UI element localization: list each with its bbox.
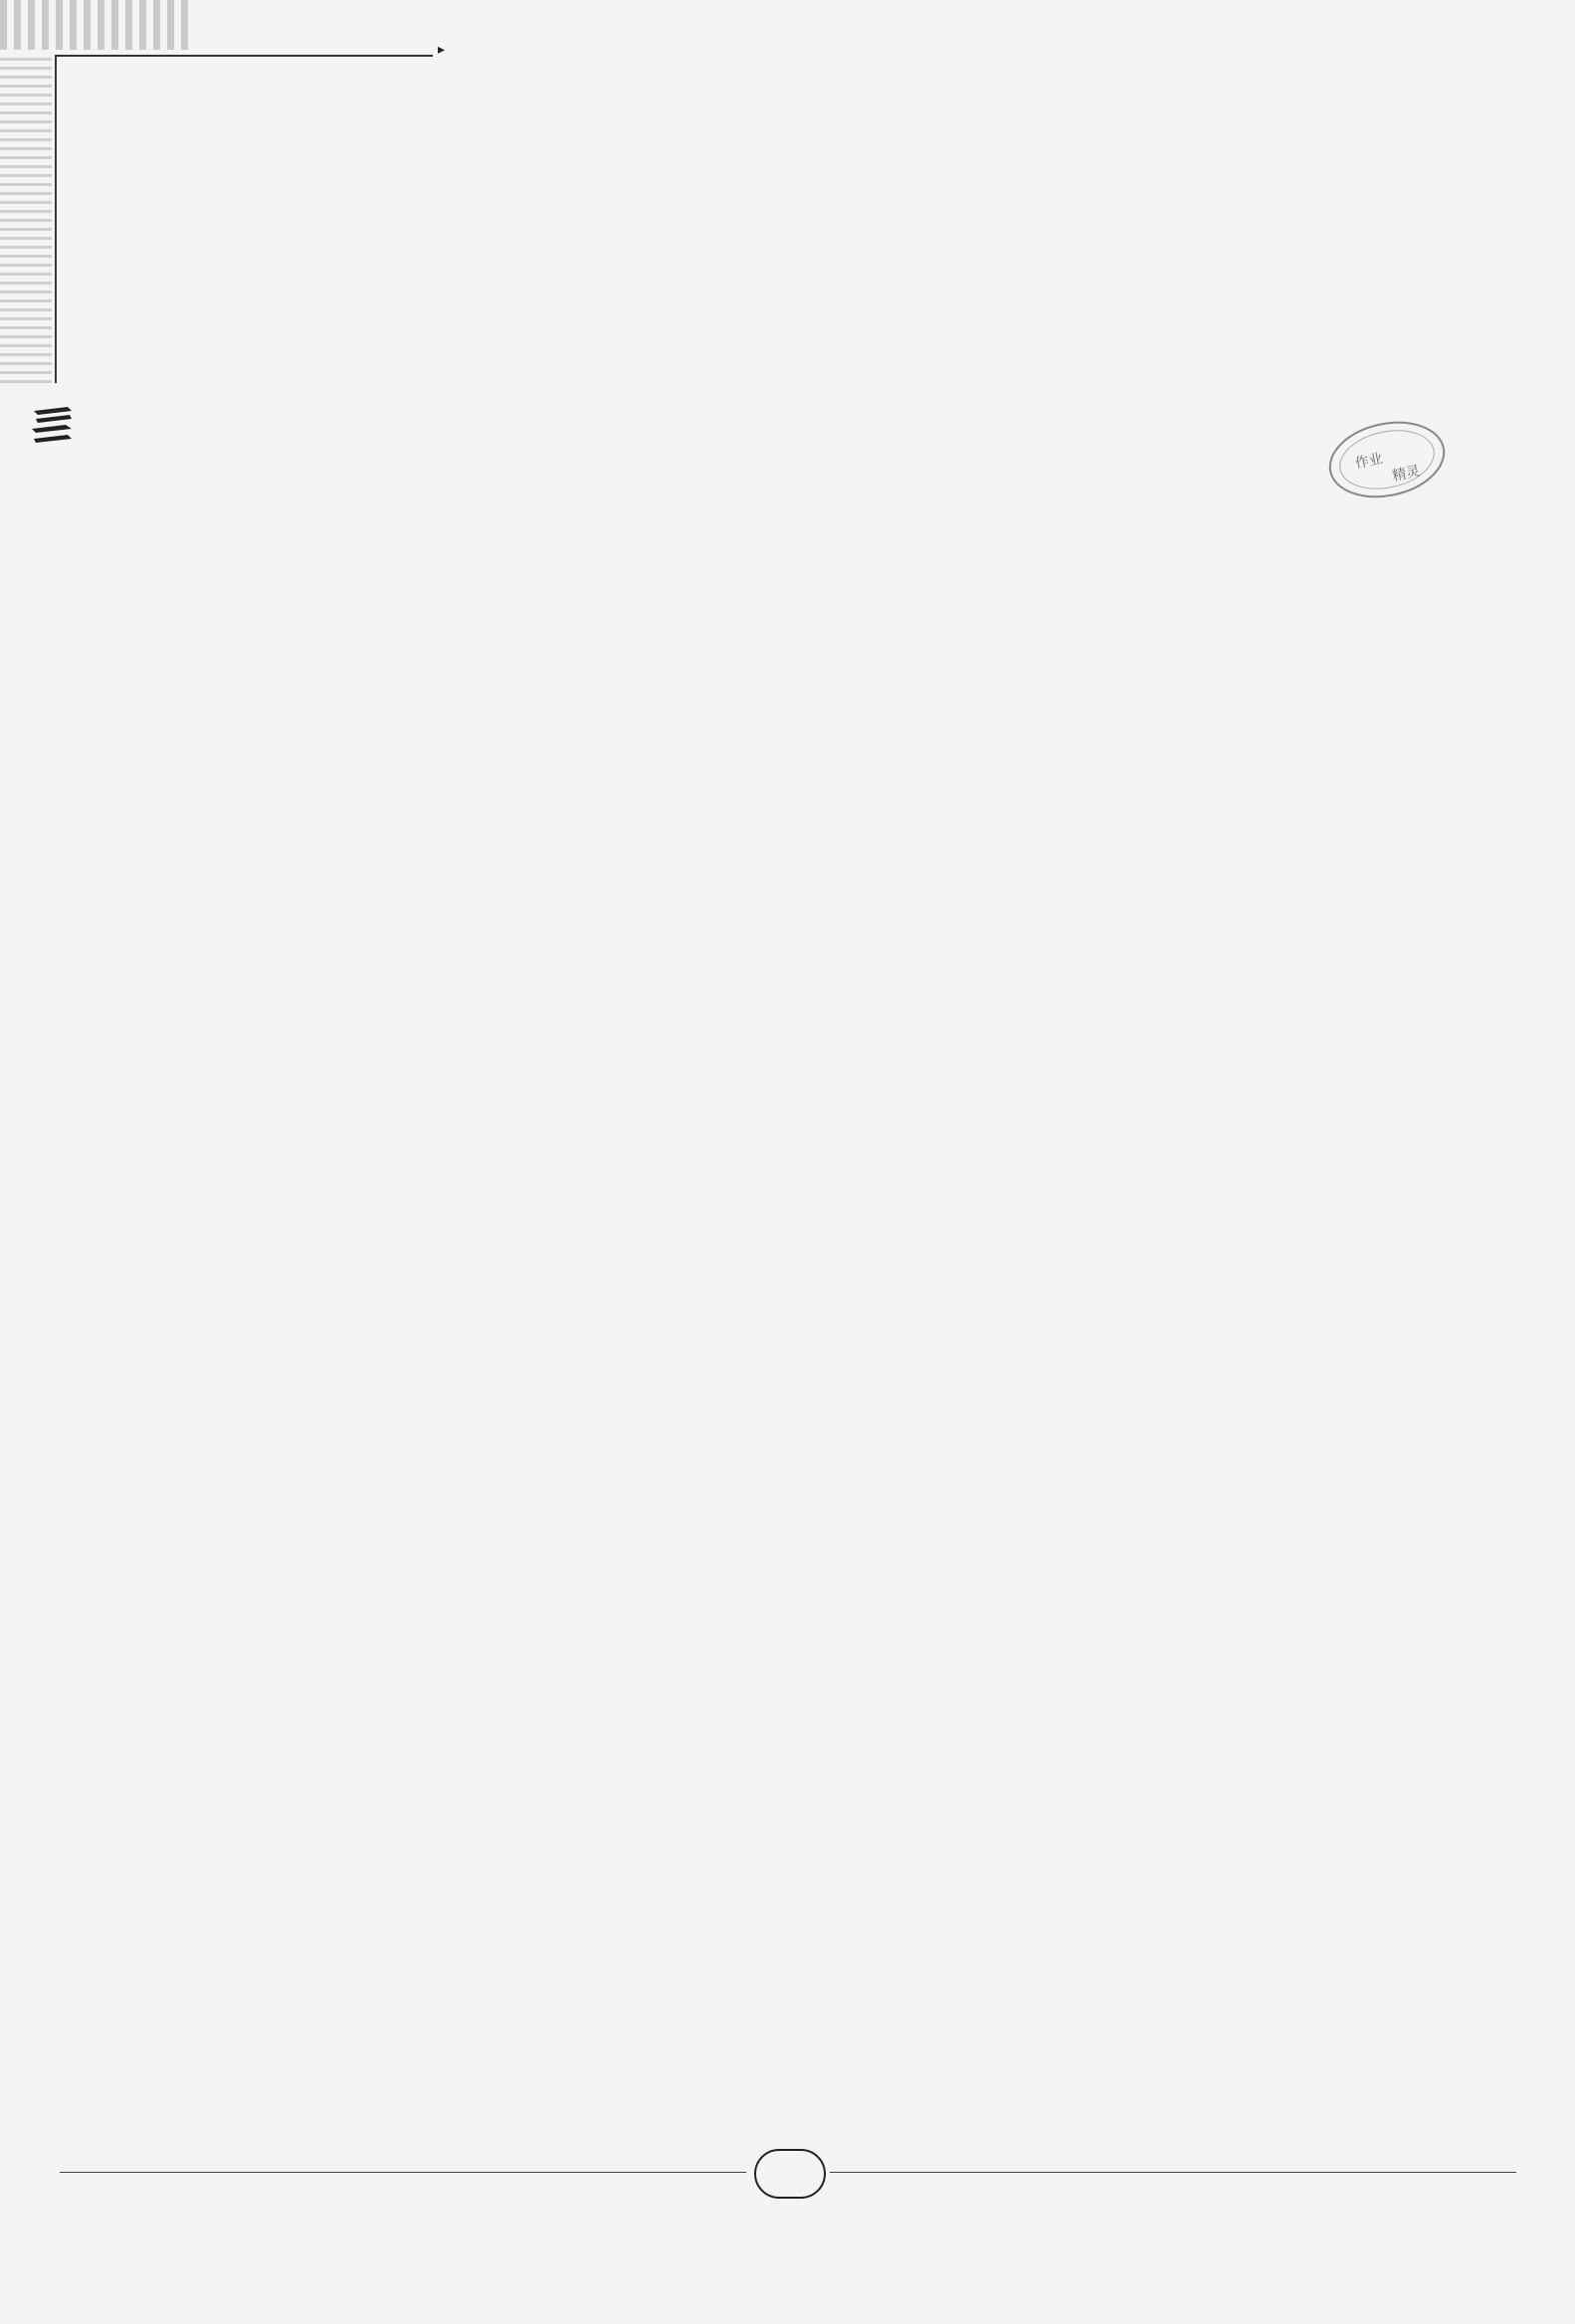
left-margin-decoration: [0, 55, 52, 383]
footer-rule-right: [830, 2172, 1516, 2173]
answer-content: [195, 195, 1490, 205]
footer-rule-left: [60, 2172, 746, 2173]
page-number: [754, 2149, 826, 2199]
corner-decoration: [0, 0, 189, 50]
header-rule: [55, 55, 433, 57]
stamp-logo: [1323, 416, 1451, 503]
arrow-icon: ▸: [438, 42, 447, 58]
running-header: [438, 38, 450, 59]
books-icon: [30, 403, 76, 447]
svg-text:作业: 作业: [1353, 451, 1385, 473]
svg-text:精灵: 精灵: [1391, 463, 1422, 485]
left-rule: [55, 55, 57, 383]
